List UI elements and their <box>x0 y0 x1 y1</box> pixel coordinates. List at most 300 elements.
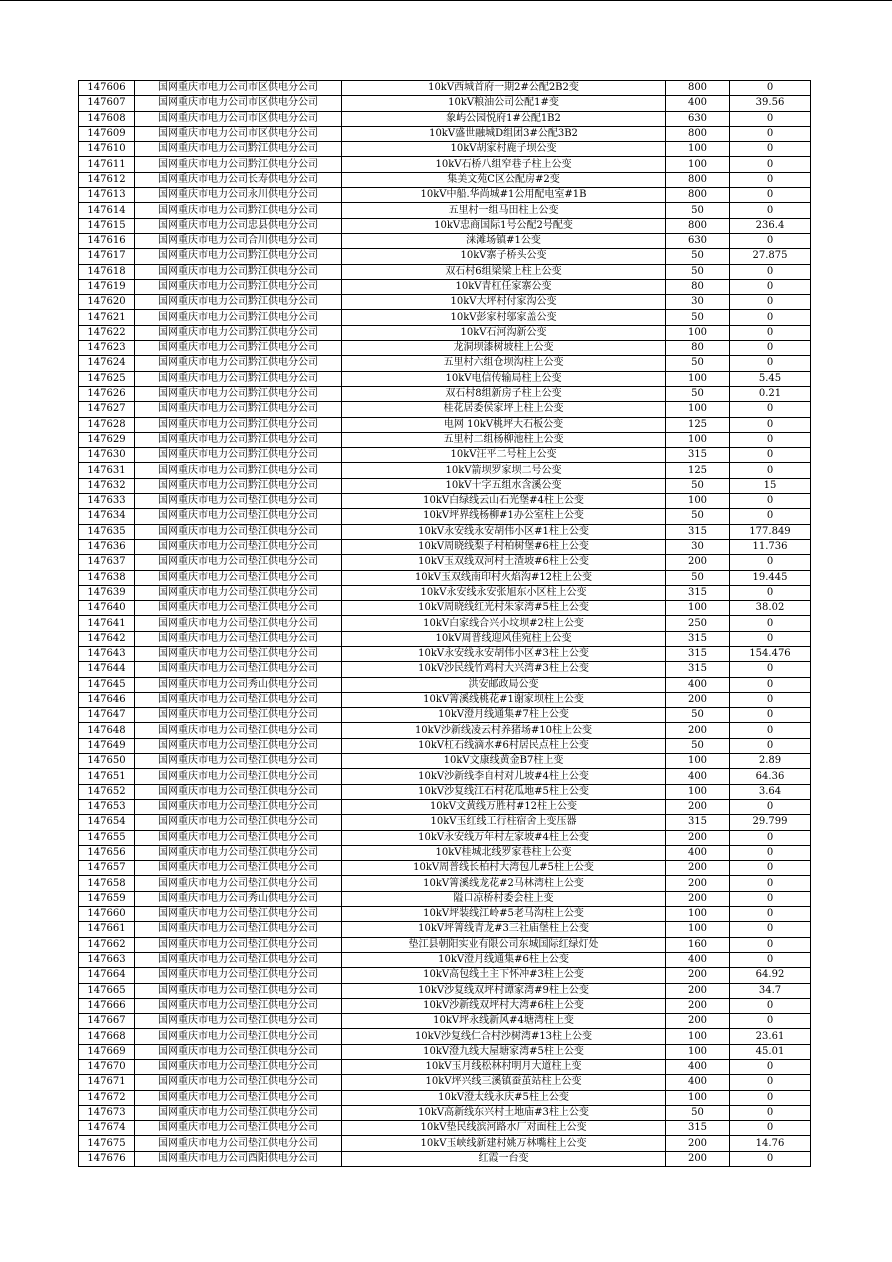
table-row <box>79 876 811 891</box>
load-cell: 34.7 <box>730 983 811 998</box>
table-row <box>79 662 811 677</box>
load-cell: 0 <box>730 891 811 906</box>
company-cell: 国网重庆市电力公司黔江供电分公司 <box>135 279 342 294</box>
row-id-cell: 147630 <box>79 448 135 463</box>
row-id-cell: 147627 <box>79 402 135 417</box>
row-id-cell: 147626 <box>79 386 135 401</box>
company-cell: 国网重庆市电力公司市区供电分公司 <box>135 111 342 126</box>
row-id-cell: 147670 <box>79 1060 135 1075</box>
company-cell: 国网重庆市电力公司垫江供电分公司 <box>135 1044 342 1059</box>
capacity-cell: 250 <box>666 616 730 631</box>
capacity-cell: 50 <box>666 249 730 264</box>
transformer-name-cell: 10kV十字五组水含溪公变 <box>342 478 666 493</box>
table-row <box>79 815 811 830</box>
transformer-name-cell: 10kV周普线长柏村大湾包儿#5柱上公变 <box>342 861 666 876</box>
row-id-cell: 147664 <box>79 968 135 983</box>
row-id-cell: 147659 <box>79 891 135 906</box>
table-row <box>79 539 811 554</box>
load-cell: 0 <box>730 998 811 1013</box>
table-row <box>79 784 811 799</box>
table-row <box>79 845 811 860</box>
table-row <box>79 325 811 340</box>
company-cell: 国网重庆市电力公司黔江供电分公司 <box>135 249 342 264</box>
transformer-name-cell: 10kV沙新线双坪村大湾#6柱上公变 <box>342 998 666 1013</box>
load-cell: 0 <box>730 616 811 631</box>
company-cell: 国网重庆市电力公司黔江供电分公司 <box>135 295 342 310</box>
company-cell: 国网重庆市电力公司忠县供电分公司 <box>135 218 342 233</box>
transformer-name-cell: 10kV盛世融城D组团3#公配3B2 <box>342 126 666 141</box>
capacity-cell: 200 <box>666 1014 730 1029</box>
company-cell: 国网重庆市电力公司垫江供电分公司 <box>135 907 342 922</box>
transformer-name-cell: 龙洞坝漆树坡柱上公变 <box>342 341 666 356</box>
transformer-name-cell: 10kV粮油公司公配1#变 <box>342 96 666 111</box>
load-cell: 23.61 <box>730 1029 811 1044</box>
table-row <box>79 478 811 493</box>
company-cell: 国网重庆市电力公司垫江供电分公司 <box>135 723 342 738</box>
company-cell: 国网重庆市电力公司黔江供电分公司 <box>135 448 342 463</box>
transformer-name-cell: 洪安邮政局公变 <box>342 677 666 692</box>
load-cell: 64.36 <box>730 769 811 784</box>
capacity-cell: 200 <box>666 555 730 570</box>
company-cell: 国网重庆市电力公司垫江供电分公司 <box>135 738 342 753</box>
transformer-table <box>78 80 811 1167</box>
capacity-cell: 100 <box>666 1044 730 1059</box>
table-row <box>79 279 811 294</box>
transformer-name-cell: 10kV箐溪线龙花#2马林湾柱上公变 <box>342 876 666 891</box>
row-id-cell: 147668 <box>79 1029 135 1044</box>
transformer-name-cell: 10kV石桥八组窄巷子柱上公变 <box>342 157 666 172</box>
row-id-cell: 147621 <box>79 310 135 325</box>
row-id-cell: 147651 <box>79 769 135 784</box>
transformer-name-cell: 10kV永安线永安张旭东小区柱上公变 <box>342 585 666 600</box>
company-cell: 国网重庆市电力公司黔江供电分公司 <box>135 142 342 157</box>
company-cell: 国网重庆市电力公司垫江供电分公司 <box>135 662 342 677</box>
load-cell: 0 <box>730 876 811 891</box>
company-cell: 国网重庆市电力公司黔江供电分公司 <box>135 203 342 218</box>
table-row <box>79 1075 811 1090</box>
load-cell: 0 <box>730 555 811 570</box>
row-id-cell: 147635 <box>79 524 135 539</box>
transformer-name-cell: 象屿公园悦府1#公配1B2 <box>342 111 666 126</box>
company-cell: 国网重庆市电力公司垫江供电分公司 <box>135 631 342 646</box>
table-row <box>79 555 811 570</box>
table-row <box>79 524 811 539</box>
table-row <box>79 570 811 585</box>
company-cell: 国网重庆市电力公司垫江供电分公司 <box>135 555 342 570</box>
transformer-name-cell: 垫江县朝阳实业有限公司东城国际红绿灯处 <box>342 937 666 952</box>
load-cell: 0 <box>730 432 811 447</box>
transformer-name-cell: 10kV汪平二号柱上公变 <box>342 448 666 463</box>
capacity-cell: 200 <box>666 891 730 906</box>
capacity-cell: 50 <box>666 738 730 753</box>
capacity-cell: 50 <box>666 356 730 371</box>
row-id-cell: 147631 <box>79 463 135 478</box>
capacity-cell: 200 <box>666 876 730 891</box>
company-cell: 国网重庆市电力公司黔江供电分公司 <box>135 341 342 356</box>
capacity-cell: 100 <box>666 157 730 172</box>
table-row <box>79 631 811 646</box>
row-id-cell: 147657 <box>79 861 135 876</box>
capacity-cell: 100 <box>666 922 730 937</box>
load-cell: 2.89 <box>730 754 811 769</box>
row-id-cell: 147616 <box>79 233 135 248</box>
table-row <box>79 188 811 203</box>
load-cell: 0 <box>730 356 811 371</box>
table-row <box>79 1090 811 1105</box>
transformer-name-cell: 10kV澄九线大屋塘家湾#5柱上公变 <box>342 1044 666 1059</box>
table-row <box>79 968 811 983</box>
table-row <box>79 233 811 248</box>
company-cell: 国网重庆市电力公司黔江供电分公司 <box>135 356 342 371</box>
transformer-name-cell: 10kV沙新线凌云村养猪场#10柱上公变 <box>342 723 666 738</box>
company-cell: 国网重庆市电力公司垫江供电分公司 <box>135 539 342 554</box>
table-row <box>79 81 811 96</box>
load-cell: 177.849 <box>730 524 811 539</box>
row-id-cell: 147640 <box>79 601 135 616</box>
load-cell: 27.875 <box>730 249 811 264</box>
company-cell: 国网重庆市电力公司垫江供电分公司 <box>135 1090 342 1105</box>
load-cell: 5.45 <box>730 371 811 386</box>
capacity-cell: 800 <box>666 188 730 203</box>
company-cell: 国网重庆市电力公司黔江供电分公司 <box>135 417 342 432</box>
row-id-cell: 147615 <box>79 218 135 233</box>
table-row <box>79 126 811 141</box>
table-row <box>79 922 811 937</box>
row-id-cell: 147634 <box>79 509 135 524</box>
table-row <box>79 1105 811 1120</box>
row-id-cell: 147645 <box>79 677 135 692</box>
table-row <box>79 448 811 463</box>
capacity-cell: 315 <box>666 815 730 830</box>
load-cell: 14.76 <box>730 1136 811 1151</box>
transformer-name-cell: 10kV永安线万年村左家坡#4柱上公变 <box>342 830 666 845</box>
load-cell: 0 <box>730 295 811 310</box>
transformer-name-cell: 五里村六组仓坝沟柱上公变 <box>342 356 666 371</box>
transformer-name-cell: 桂花居委侯家坪上柱上公变 <box>342 402 666 417</box>
transformer-name-cell: 10kV沙复线江石村花瓜地#5柱上公变 <box>342 784 666 799</box>
row-id-cell: 147611 <box>79 157 135 172</box>
table-row <box>79 417 811 432</box>
transformer-name-cell: 10kV箐溪线桃花#1谢家坝柱上公变 <box>342 692 666 707</box>
load-cell: 0 <box>730 402 811 417</box>
load-cell: 0 <box>730 463 811 478</box>
load-cell: 0 <box>730 279 811 294</box>
company-cell: 国网重庆市电力公司垫江供电分公司 <box>135 830 342 845</box>
company-cell: 国网重庆市电力公司市区供电分公司 <box>135 81 342 96</box>
transformer-table-body <box>79 81 811 1167</box>
transformer-name-cell: 10kV西城首府一期2#公配2B2变 <box>342 81 666 96</box>
row-id-cell: 147641 <box>79 616 135 631</box>
capacity-cell: 100 <box>666 371 730 386</box>
company-cell: 国网重庆市电力公司垫江供电分公司 <box>135 509 342 524</box>
load-cell: 19.445 <box>730 570 811 585</box>
capacity-cell: 400 <box>666 96 730 111</box>
load-cell: 0 <box>730 264 811 279</box>
load-cell: 0 <box>730 142 811 157</box>
load-cell: 3.64 <box>730 784 811 799</box>
company-cell: 国网重庆市电力公司垫江供电分公司 <box>135 769 342 784</box>
transformer-name-cell: 10kV周晓线梨子村柏树堡#6柱上公变 <box>342 539 666 554</box>
capacity-cell: 50 <box>666 203 730 218</box>
company-cell: 国网重庆市电力公司垫江供电分公司 <box>135 799 342 814</box>
table-row <box>79 616 811 631</box>
table-row <box>79 341 811 356</box>
transformer-name-cell: 10kV彭家村邬家盖公变 <box>342 310 666 325</box>
load-cell: 0 <box>730 677 811 692</box>
capacity-cell: 200 <box>666 1151 730 1166</box>
transformer-name-cell: 10kV电信传输局柱上公变 <box>342 371 666 386</box>
load-cell: 236.4 <box>730 218 811 233</box>
company-cell: 国网重庆市电力公司黔江供电分公司 <box>135 386 342 401</box>
capacity-cell: 50 <box>666 570 730 585</box>
row-id-cell: 147674 <box>79 1121 135 1136</box>
load-cell: 0 <box>730 448 811 463</box>
row-id-cell: 147665 <box>79 983 135 998</box>
table-row <box>79 1044 811 1059</box>
company-cell: 国网重庆市电力公司黔江供电分公司 <box>135 402 342 417</box>
company-cell: 国网重庆市电力公司垫江供电分公司 <box>135 585 342 600</box>
company-cell: 国网重庆市电力公司黔江供电分公司 <box>135 371 342 386</box>
capacity-cell: 50 <box>666 264 730 279</box>
load-cell: 0 <box>730 417 811 432</box>
company-cell: 国网重庆市电力公司合川供电分公司 <box>135 233 342 248</box>
transformer-name-cell: 10kV忠商国际1号公配2号配变 <box>342 218 666 233</box>
capacity-cell: 200 <box>666 968 730 983</box>
table-row <box>79 356 811 371</box>
table-row <box>79 830 811 845</box>
transformer-name-cell: 10kV白绿线云山石光堡#4柱上公变 <box>342 494 666 509</box>
row-id-cell: 147676 <box>79 1151 135 1166</box>
row-id-cell: 147623 <box>79 341 135 356</box>
table-row <box>79 218 811 233</box>
capacity-cell: 100 <box>666 1090 730 1105</box>
row-id-cell: 147625 <box>79 371 135 386</box>
table-row <box>79 998 811 1013</box>
row-id-cell: 147612 <box>79 172 135 187</box>
load-cell: 45.01 <box>730 1044 811 1059</box>
row-id-cell: 147642 <box>79 631 135 646</box>
capacity-cell: 400 <box>666 677 730 692</box>
capacity-cell: 200 <box>666 799 730 814</box>
row-id-cell: 147647 <box>79 708 135 723</box>
table-row <box>79 937 811 952</box>
capacity-cell: 200 <box>666 983 730 998</box>
capacity-cell: 100 <box>666 784 730 799</box>
row-id-cell: 147652 <box>79 784 135 799</box>
row-id-cell: 147660 <box>79 907 135 922</box>
load-cell: 0 <box>730 1090 811 1105</box>
row-id-cell: 147613 <box>79 188 135 203</box>
load-cell: 0 <box>730 907 811 922</box>
load-cell: 39.56 <box>730 96 811 111</box>
load-cell: 0 <box>730 1060 811 1075</box>
row-id-cell: 147646 <box>79 692 135 707</box>
table-row <box>79 1029 811 1044</box>
transformer-name-cell: 10kV文康线黄金B7柱上变 <box>342 754 666 769</box>
table-row <box>79 754 811 769</box>
load-cell: 0 <box>730 172 811 187</box>
table-row <box>79 111 811 126</box>
company-cell: 国网重庆市电力公司垫江供电分公司 <box>135 876 342 891</box>
company-cell: 国网重庆市电力公司黔江供电分公司 <box>135 157 342 172</box>
table-row <box>79 386 811 401</box>
company-cell: 国网重庆市电力公司市区供电分公司 <box>135 126 342 141</box>
row-id-cell: 147638 <box>79 570 135 585</box>
table-row <box>79 432 811 447</box>
capacity-cell: 30 <box>666 539 730 554</box>
row-id-cell: 147610 <box>79 142 135 157</box>
row-id-cell: 147633 <box>79 494 135 509</box>
capacity-cell: 125 <box>666 417 730 432</box>
transformer-name-cell: 10kV胡家村鹿子坝公变 <box>342 142 666 157</box>
row-id-cell: 147624 <box>79 356 135 371</box>
transformer-name-cell: 10kV沙复线仁合村沙树湾#13柱上公变 <box>342 1029 666 1044</box>
company-cell: 国网重庆市电力公司垫江供电分公司 <box>135 1060 342 1075</box>
table-row <box>79 494 811 509</box>
row-id-cell: 147655 <box>79 830 135 845</box>
company-cell: 国网重庆市电力公司秀山供电分公司 <box>135 677 342 692</box>
transformer-name-cell: 10kV玉双线双河村土渣坡#6柱上公变 <box>342 555 666 570</box>
transformer-name-cell: 10kV白家线合兴小坟坝#2柱上公变 <box>342 616 666 631</box>
capacity-cell: 50 <box>666 708 730 723</box>
capacity-cell: 400 <box>666 952 730 967</box>
transformer-name-cell: 双石村6组梁梁上柱上公变 <box>342 264 666 279</box>
company-cell: 国网重庆市电力公司垫江供电分公司 <box>135 861 342 876</box>
capacity-cell: 100 <box>666 907 730 922</box>
company-cell: 国网重庆市电力公司黔江供电分公司 <box>135 264 342 279</box>
load-cell: 0 <box>730 203 811 218</box>
company-cell: 国网重庆市电力公司垫江供电分公司 <box>135 708 342 723</box>
transformer-name-cell: 10kV沙复线双坪村谭家湾#9柱上公变 <box>342 983 666 998</box>
row-id-cell: 147650 <box>79 754 135 769</box>
row-id-cell: 147658 <box>79 876 135 891</box>
row-id-cell: 147663 <box>79 952 135 967</box>
capacity-cell: 800 <box>666 172 730 187</box>
company-cell: 国网重庆市电力公司垫江供电分公司 <box>135 524 342 539</box>
transformer-name-cell: 10kV高新线东兴村土地庙#3柱上公变 <box>342 1105 666 1120</box>
table-row <box>79 907 811 922</box>
load-cell: 0 <box>730 341 811 356</box>
table-row <box>79 692 811 707</box>
load-cell: 38.02 <box>730 601 811 616</box>
row-id-cell: 147661 <box>79 922 135 937</box>
capacity-cell: 100 <box>666 1029 730 1044</box>
transformer-name-cell: 10kV玉峡线新建村姚万林嘴柱上公变 <box>342 1136 666 1151</box>
row-id-cell: 147648 <box>79 723 135 738</box>
load-cell: 0.21 <box>730 386 811 401</box>
capacity-cell: 400 <box>666 1060 730 1075</box>
company-cell: 国网重庆市电力公司市区供电分公司 <box>135 96 342 111</box>
transformer-name-cell: 10kV大坪村付家沟公变 <box>342 295 666 310</box>
table-row <box>79 1136 811 1151</box>
transformer-name-cell: 五里村一组马田柱上公变 <box>342 203 666 218</box>
capacity-cell: 100 <box>666 754 730 769</box>
company-cell: 国网重庆市电力公司黔江供电分公司 <box>135 463 342 478</box>
transformer-name-cell: 10kV高包线土主下怀冲#3柱上公变 <box>342 968 666 983</box>
company-cell: 国网重庆市电力公司垫江供电分公司 <box>135 845 342 860</box>
row-id-cell: 147672 <box>79 1090 135 1105</box>
capacity-cell: 125 <box>666 463 730 478</box>
table-row <box>79 264 811 279</box>
company-cell: 国网重庆市电力公司垫江供电分公司 <box>135 616 342 631</box>
load-cell: 0 <box>730 1121 811 1136</box>
company-cell: 国网重庆市电力公司垫江供电分公司 <box>135 1136 342 1151</box>
capacity-cell: 100 <box>666 494 730 509</box>
transformer-name-cell: 10kV周普线迎风佳宛柱上公变 <box>342 631 666 646</box>
company-cell: 国网重庆市电力公司垫江供电分公司 <box>135 570 342 585</box>
table-row <box>79 799 811 814</box>
company-cell: 国网重庆市电力公司秀山供电分公司 <box>135 891 342 906</box>
row-id-cell: 147673 <box>79 1105 135 1120</box>
transformer-name-cell: 10kV沙民线竹鸡村大兴湾#3柱上公变 <box>342 662 666 677</box>
load-cell: 0 <box>730 157 811 172</box>
capacity-cell: 630 <box>666 233 730 248</box>
row-id-cell: 147662 <box>79 937 135 952</box>
load-cell: 0 <box>730 1075 811 1090</box>
table-row <box>79 402 811 417</box>
capacity-cell: 80 <box>666 341 730 356</box>
load-cell: 64.92 <box>730 968 811 983</box>
load-cell: 0 <box>730 1014 811 1029</box>
transformer-name-cell: 10kV青杠任家寨公变 <box>342 279 666 294</box>
row-id-cell: 147622 <box>79 325 135 340</box>
table-row <box>79 203 811 218</box>
company-cell: 国网重庆市电力公司垫江供电分公司 <box>135 784 342 799</box>
transformer-name-cell: 10kV周晓线红光村朱家湾#5柱上公变 <box>342 601 666 616</box>
row-id-cell: 147632 <box>79 478 135 493</box>
capacity-cell: 315 <box>666 448 730 463</box>
company-cell: 国网重庆市电力公司垫江供电分公司 <box>135 922 342 937</box>
capacity-cell: 50 <box>666 386 730 401</box>
row-id-cell: 147675 <box>79 1136 135 1151</box>
load-cell: 0 <box>730 952 811 967</box>
page-top-rule <box>0 0 892 1</box>
transformer-name-cell: 10kV坪兴线三溪镇蚕茧站柱上公变 <box>342 1075 666 1090</box>
transformer-name-cell: 10kV永安线永安胡伟小区#3柱上公变 <box>342 646 666 661</box>
row-id-cell: 147649 <box>79 738 135 753</box>
table-row <box>79 509 811 524</box>
load-cell: 0 <box>730 662 811 677</box>
table-row <box>79 738 811 753</box>
table-row <box>79 96 811 111</box>
capacity-cell: 200 <box>666 1136 730 1151</box>
load-cell: 0 <box>730 494 811 509</box>
transformer-name-cell: 10kV澄月线通集#7柱上公变 <box>342 708 666 723</box>
load-cell: 0 <box>730 937 811 952</box>
table-row <box>79 1151 811 1166</box>
transformer-name-cell: 10kV中船.华尚城#1公用配电室#1B <box>342 188 666 203</box>
company-cell: 国网重庆市电力公司垫江供电分公司 <box>135 815 342 830</box>
capacity-cell: 315 <box>666 524 730 539</box>
table-row <box>79 157 811 172</box>
table-row <box>79 371 811 386</box>
row-id-cell: 147637 <box>79 555 135 570</box>
load-cell: 0 <box>730 1151 811 1166</box>
load-cell: 154.476 <box>730 646 811 661</box>
company-cell: 国网重庆市电力公司垫江供电分公司 <box>135 1014 342 1029</box>
table-row <box>79 1014 811 1029</box>
transformer-name-cell: 10kV玉双线南印村火焰沟#12柱上公变 <box>342 570 666 585</box>
capacity-cell: 630 <box>666 111 730 126</box>
company-cell: 国网重庆市电力公司黔江供电分公司 <box>135 310 342 325</box>
capacity-cell: 200 <box>666 998 730 1013</box>
transformer-name-cell: 电网 10kV桃坪大石板公变 <box>342 417 666 432</box>
row-id-cell: 147618 <box>79 264 135 279</box>
row-id-cell: 147629 <box>79 432 135 447</box>
transformer-name-cell: 10kV箭坝罗家坝二号公变 <box>342 463 666 478</box>
row-id-cell: 147667 <box>79 1014 135 1029</box>
transformer-name-cell: 10kV沙新线李自村对儿坡#4柱上公变 <box>342 769 666 784</box>
